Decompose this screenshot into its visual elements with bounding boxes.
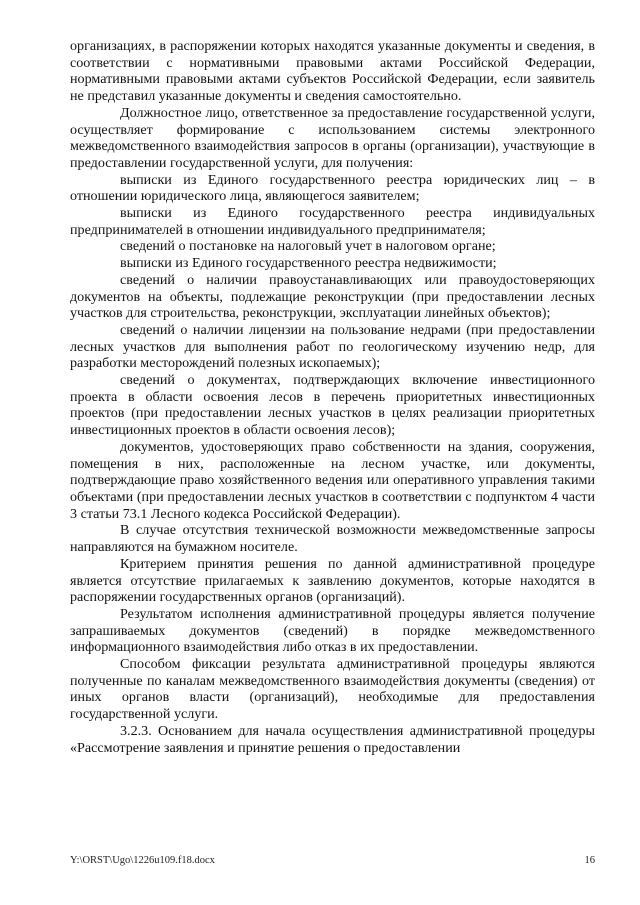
paragraph-6: выписки из Единого государственного реестра недвижимости; <box>120 255 497 272</box>
paragraph-1: организациях, в распоряжении которых находятся указанные документы и сведения, в соответствии с нормативными правовыми актами Российской Федерации, нормативными правовыми актами субъектов Российской Федерации, если заявитель не представил указанные документы и сведения самостоятельно. <box>70 38 595 105</box>
paragraph-8: сведений о наличии лицензии на пользование недрами (при предоставлении лесных участков для выполнения работ по геологическому изучению недр, для разработки месторождений полезных ископаемых); <box>70 321 595 372</box>
footer-file-path: Y:\ORST\Ugo\1226u109.f18.docx <box>70 855 215 866</box>
paragraph-9: сведений о документах, подтверждающих включение инвестиционного проекта в области освоения лесов в перечень приоритетных инвестиционных проектов (при предоставлении лесных участков в целях реализации приоритетных инвестиционных проектов в области освоения лесов); <box>70 372 595 439</box>
paragraph-15: 3.2.3. Основанием для начала осуществления административной процедуры «Рассмотрение заявления и принятие решения о предоставлении <box>70 722 595 756</box>
paragraph-14: Способом фиксации результата административной процедуры являются полученные по каналам межведомственного взаимодействия документы (сведения) от иных органов власти (организаций), необходимые для предоставления государственной услуги. <box>70 656 595 723</box>
paragraph-5: сведений о постановке на налоговый учет в налоговом органе; <box>120 238 496 255</box>
footer-page-number: 16 <box>584 855 595 866</box>
paragraph-3: выписки из Единого государственного реестра юридических лиц – в отношении юридического лица, являющегося заявителем; <box>70 171 595 205</box>
paragraph-13: Результатом исполнения административной процедуры является получение запрашиваемых документов (сведений) в порядке межведомственного информационного взаимодействия либо отказ в их предоставлении. <box>70 605 595 656</box>
paragraph-12: Критерием принятия решения по данной административной процедуре является отсутствие прилагаемых к заявлению документов, которые находятся в распоряжении государственных органов (организаций). <box>70 555 595 606</box>
body-text <box>70 38 595 756</box>
paragraph-4: выписки из Единого государственного реестра индивидуальных предпринимателей в отношении индивидуального предпринимателя; <box>70 205 595 238</box>
paragraph-2: Должностное лицо, ответственное за предоставление государственной услуги, осуществляет формирование с использованием системы электронного межведомственного взаимодействия запросов в органы (организации), участвующие в предоставлении государственной услуги, для получения: <box>70 104 595 171</box>
paragraph-10: документов, удостоверяющих право собственности на здания, сооружения, помещения в них, расположенные на лесном участке, или документы, подтверждающие право хозяйственного ведения или оперативного управления такими объектами (при предоставлении лесных участков в соответствии с подпунктом 4 части 3 статьи 73.1 Лесного кодекса Российской Федерации). <box>70 438 595 522</box>
paragraph-7: сведений о наличии правоустанавливающих или правоудостоверяющих документов на объекты, подлежащие реконструкции (при предоставлении лесных участков для строительства, реконструкции, эксплуатации линейных объектов); <box>70 271 595 322</box>
paragraph-11: В случае отсутствия технической возможности межведомственные запросы направляются на бумажном носителе. <box>70 522 595 556</box>
